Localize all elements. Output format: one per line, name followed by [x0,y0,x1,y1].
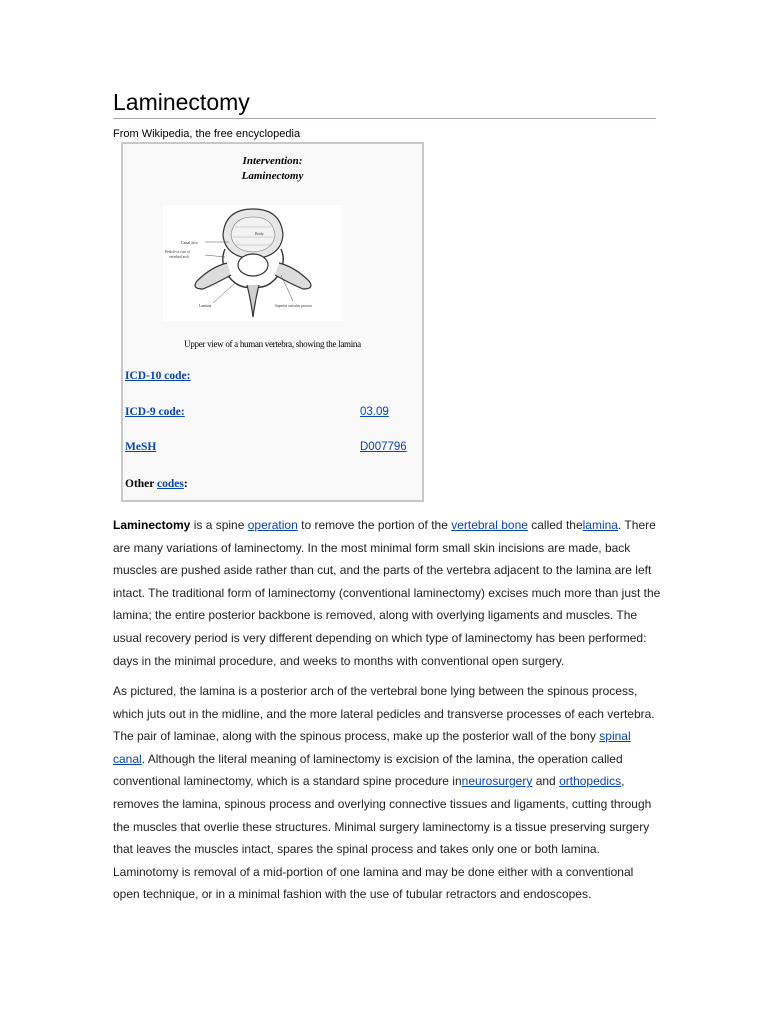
image-label-pedicle-2: vertebral arch [169,255,189,259]
text-span: and [532,774,560,789]
infobox-heading: Intervention: [242,155,303,167]
orthopedics-link[interactable]: orthopedics [559,774,622,789]
image-label-pedicle: Pedicle or root of [165,250,191,254]
lamina-link[interactable]: lamina [582,518,618,532]
icd9-value-link[interactable]: 03.09 [360,406,389,418]
image-label-body: Body [255,231,264,236]
title-divider [113,118,656,119]
image-label-superior: Superior articular process [275,304,312,308]
icd9-label-link[interactable]: ICD-9 code: [125,406,185,418]
neurosurgery-link[interactable]: neurosurgery [461,774,533,789]
other-codes-prefix: Other [125,478,158,490]
image-label-lamina: Lamina [199,303,212,308]
icd10-label-link[interactable]: ICD-10 code: [125,370,191,382]
text-span: to remove the portion of the [297,518,452,532]
text-span: . There are many variations of laminectomy. In the most minimal form small skin incisions are made, back muscles are pushed aside rather than cut, and the parts of the vertebra adjacent to the lamina are left intact. The traditional form of laminectomy (conventional laminectomy) excises much more than just the lamina; the entire posterior backbone is removed, along with overlying ligaments and muscles. The usual recovery period is very different depending on which type of laminectomy has been performed: days in the minimal procedure, and weeks to months with conventional open surgery. [113,518,661,668]
text-span: As pictured, the lamina is a posterior arch of the vertebral bone lying between the spinous process, which juts out in the midline, and the more lateral pedicles and transverse processes of each vertebra. The pair of laminae, along with the spinous process, make up the posterior wall of the bony [113,684,655,744]
other-codes-row [125,478,188,490]
codes-link[interactable]: codes [157,478,184,490]
vertebra-drawing [163,205,342,321]
text-span: is a spine [190,518,248,532]
site-tagline: From Wikipedia, the free encyclopedia [113,128,301,140]
infobox-heading-subtitle: Laminectomy [241,170,304,182]
mesh-value-link[interactable]: D007796 [360,441,407,453]
image-label-canal: Canal face [181,240,198,245]
article-paragraph-1 [113,514,661,672]
other-codes-suffix: : [183,478,188,490]
page-title: Laminectomy [113,89,250,115]
operation-link[interactable]: operation [247,518,298,532]
spinal-canal-link[interactable]: spinal canal [113,729,631,766]
image-caption: Upper view of a human vertebra, showing the lamina [184,339,361,349]
article-paragraph-2 [113,680,661,906]
vertebra-image[interactable] [163,205,342,321]
text-span: called the [527,518,583,532]
text-span: , removes the lamina, spinous process and overlying connective tissues and ligaments, cutting through the muscles that overlie these structures. Minimal surgery laminectomy is a tissue preserving surgery that leaves the muscles intact, spares the spinal process and takes only one or both lamina. Laminotomy is removal of a mid-portion of one lamina and may be done either with a conventional open technique, or in a minimal fashion with the use of tubular retractors and endoscopes. [113,774,652,902]
vertebral-bone-link[interactable]: vertebral bone [451,518,528,532]
infobox [121,142,424,502]
article-term: Laminectomy [113,518,191,532]
text-span: . Although the literal meaning of laminectomy is excision of the lamina, the operation called conventional laminectomy, which is a standard spine procedure in [113,751,623,789]
mesh-label-link[interactable]: MeSH [125,441,157,453]
